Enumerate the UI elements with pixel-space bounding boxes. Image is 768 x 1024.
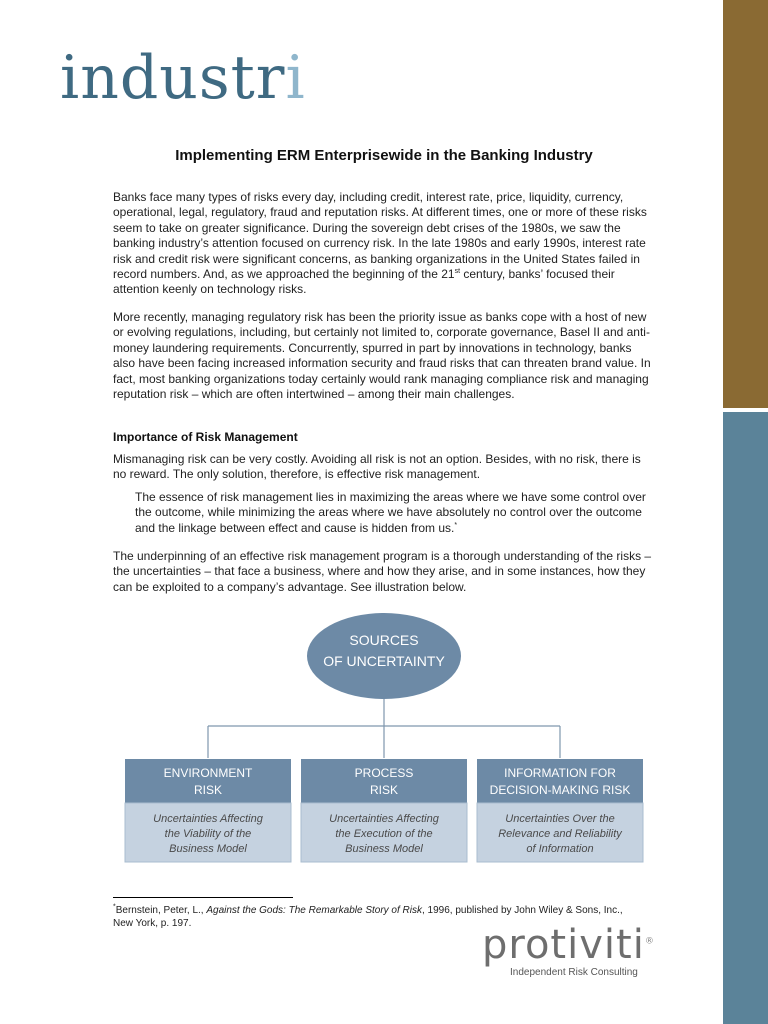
section-heading: Importance of Risk Management bbox=[113, 430, 298, 444]
box-environment-desc1: Uncertainties Affecting bbox=[153, 813, 263, 825]
footnote-mark: * bbox=[113, 903, 116, 911]
footnote-author: Bernstein, Peter, L., bbox=[115, 905, 207, 916]
paragraph-1-text-b: century, banks’ focused their attention keenly on technology risks. bbox=[113, 267, 615, 297]
box-process-desc1: Uncertainties Affecting bbox=[329, 813, 439, 825]
box-information-desc2: Relevance and Reliability bbox=[498, 828, 622, 840]
box-information-risk bbox=[477, 759, 643, 862]
root-label-line2: OF UNCERTAINTY bbox=[323, 653, 445, 669]
paragraph-2-text: More recently, managing regulatory risk has been the priority issue as banks cope with a host of new or evolving regulations, including, but certainly not limited to, corporate governance, Basel II and anti-money laundering requirements. Concurrently, spurred in part by innovations in technology, banks also have been facing increased information security and fraud risks that can threaten brand value. In fact, most banking organizations today certainly would rank managing compliance risk and managing reputation risk – which are often intertwined – among their main challenges. bbox=[113, 310, 651, 402]
brand-tagline: Independent Risk Consulting bbox=[510, 967, 638, 978]
box-information-desc3: of Information bbox=[526, 843, 594, 855]
registered-mark: ® bbox=[644, 936, 655, 947]
page-title: Implementing ERM Enterprisewide in the Banking Industry bbox=[175, 147, 593, 164]
paragraph-3-text: Mismanaging risk can be very costly. Avoiding all risk is not an option. Besides, with no risk, there is no reward. The only solution, therefore, is effective risk management. bbox=[113, 452, 641, 482]
box-information-head1: INFORMATION FOR bbox=[504, 766, 616, 780]
footnote-book-title: Against the Gods: The Remarkable Story of Risk bbox=[206, 905, 422, 916]
box-environment-risk bbox=[125, 759, 291, 862]
footnote-marker: * bbox=[454, 521, 458, 529]
superscript-st: st bbox=[454, 268, 461, 276]
paragraph-1-text-a: Banks face many types of risks every day, including credit, interest rate, price, liquidity, currency, operational, legal, regulatory, fraud and reputation risks. At different times, one or more of these risks seem to take on greater significance. During the sovereign debt crises of the 1980s, we saw the banking industry’s attention focused on currency risk. In the late 1980s and early 1990s, interest rate risk and credit risk were significant concerns, as banking organizations in the United States failed in record numbers. And, as we approached the beginning of the 21 bbox=[113, 190, 647, 282]
box-environment-head2: RISK bbox=[193, 783, 223, 797]
logo-text-tail: i bbox=[285, 43, 306, 113]
box-process-head1: PROCESS bbox=[354, 766, 414, 780]
box-information-head2: DECISION-MAKING RISK bbox=[489, 783, 631, 797]
box-process-desc2: the Execution of the bbox=[335, 828, 433, 840]
logo-text-main: industr bbox=[60, 43, 286, 113]
box-environment-desc3: Business Model bbox=[169, 843, 247, 855]
box-environment-desc2: the Viability of the bbox=[164, 828, 252, 840]
block-quote-text: The essence of risk management lies in maximizing the areas where we have some control over the outcome, while minimizing the areas where we have absolutely no control over the outcome and the linkage between effect and cause is hidden from us. bbox=[135, 490, 646, 535]
brand-name: protiviti bbox=[482, 922, 645, 968]
box-process-risk bbox=[301, 759, 467, 862]
footnote-publisher: , 1996, published by John Wiley & Sons, Inc., New York, p. 197. bbox=[113, 905, 623, 929]
root-label-line1: SOURCES bbox=[349, 632, 419, 648]
footnote-divider bbox=[113, 897, 293, 898]
paragraph-4-text: The underpinning of an effective risk management program is a thorough understanding of the risks – the uncertainties – that face a business, where and how they arise, and in some instances, how they can be exploited to a company’s advantage. See illustration below. bbox=[113, 549, 652, 594]
diagram-connectors bbox=[208, 698, 560, 758]
protiviti-logo bbox=[482, 922, 655, 978]
box-information-desc1: Uncertainties Over the bbox=[505, 813, 615, 825]
box-process-head2: RISK bbox=[369, 783, 399, 797]
box-environment-head1: ENVIRONMENT bbox=[163, 766, 253, 780]
box-process-desc3: Business Model bbox=[345, 843, 423, 855]
